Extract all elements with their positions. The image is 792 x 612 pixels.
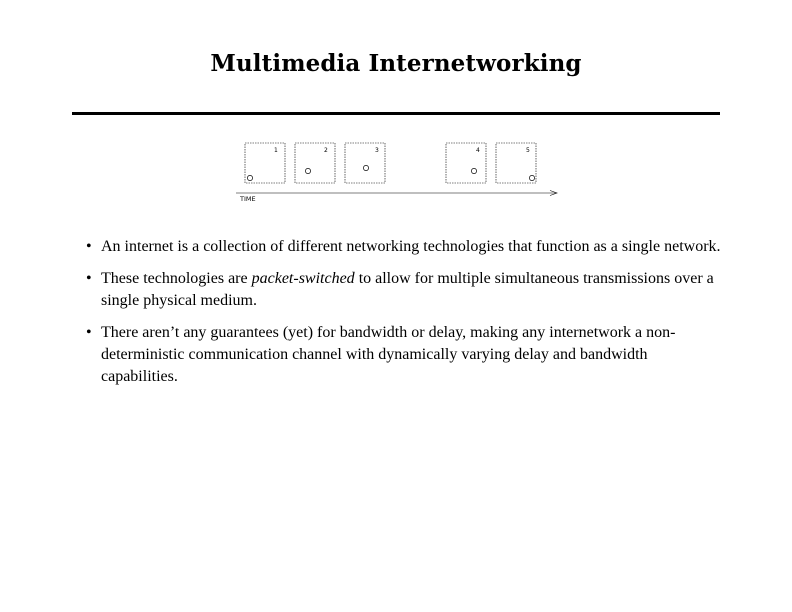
bullet-text-start: These technologies are [101,270,252,287]
frame-label: 3 [375,147,379,154]
frame-box [496,143,536,183]
packet-dot [363,165,368,170]
bullet-text: An internet is a collection of different networking technologies that function as a single network. [101,238,721,255]
slide-title: Multimedia Internetworking [210,50,582,77]
frame-1 [245,143,285,183]
frame-box [345,143,385,183]
frame-2 [295,143,335,183]
bullet-marker: • [86,270,92,287]
frame-4 [446,143,486,183]
frame-label: 4 [476,147,480,154]
packet-dot [529,175,534,180]
bullet-item [86,236,726,258]
time-axis [236,191,557,204]
frame-3 [345,143,385,183]
frame-5 [496,143,536,183]
frame-box [295,143,335,183]
bullet-text: There aren’t any guarantees (yet) for bandwidth or delay, making any internetwork a non-deterministic communication channel with dynamically varying delay and bandwidth capabilities. [101,324,676,385]
bullet-emphasis: packet-switched [251,270,355,287]
bullet-item [86,322,726,388]
bullet-list [86,236,726,398]
frame-label: 1 [274,147,278,154]
bullet-marker: • [86,324,92,341]
packet-dot [471,168,476,173]
frame-box [446,143,486,183]
frame-label: 5 [526,147,530,154]
bullet-text-end: to allow for multiple simultaneous transmissions over a single physical medium. [101,270,714,309]
bullet-item [86,268,726,312]
frame-box [245,143,285,183]
frame-label: 2 [324,147,328,154]
arrow-right-icon [550,191,557,196]
bullet-marker: • [86,238,92,255]
time-axis-label: TIME [240,195,256,203]
title-rule [72,112,720,115]
packet-dot [305,168,310,173]
packet-dot [247,175,252,180]
